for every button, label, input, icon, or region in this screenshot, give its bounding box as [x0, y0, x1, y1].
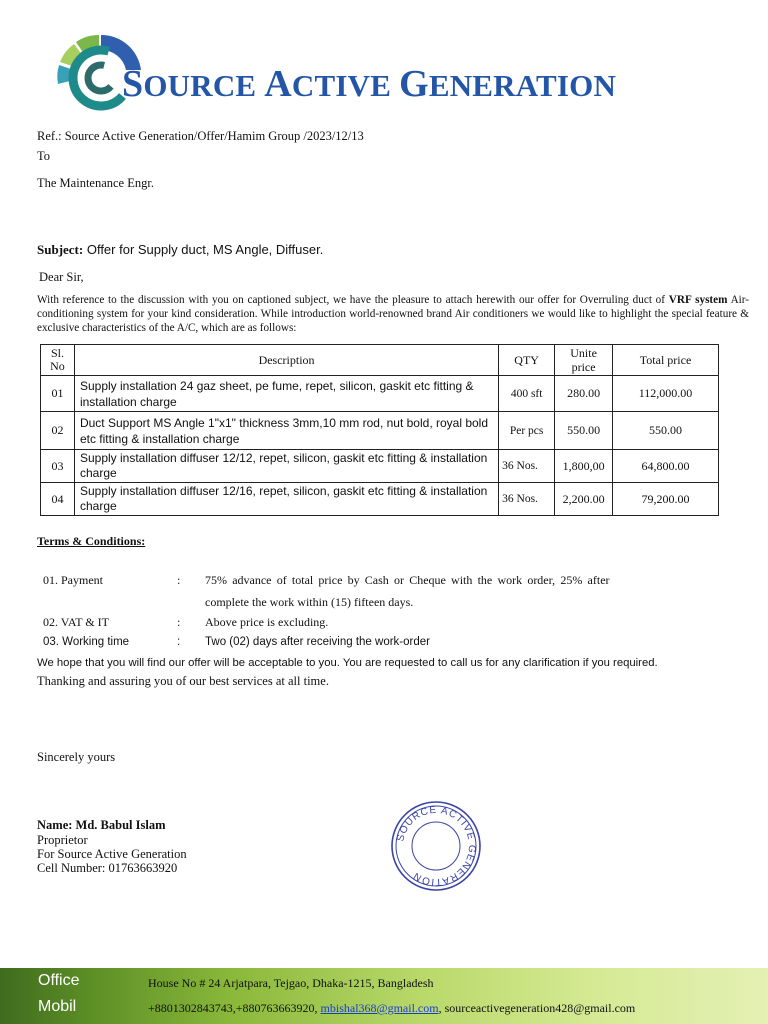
row-sl: 04 — [41, 483, 75, 516]
sincerely-line: Sincerely yours — [37, 750, 116, 764]
recipient-line: The Maintenance Engr. — [37, 176, 154, 190]
row-sl: 01 — [41, 376, 75, 412]
header-unit-price: Unite price — [555, 345, 613, 376]
company-stamp — [390, 800, 482, 892]
table-row — [41, 412, 719, 450]
row-sl: 02 — [41, 412, 75, 450]
header-total-price: Total price — [613, 345, 719, 376]
term-colon: : — [177, 573, 181, 587]
reference-line: Ref.: Source Active Generation/Offer/Hamim Group /2023/12/13 — [37, 129, 364, 143]
row-description: Supply installation 24 gaz sheet, pe fume, repet, silicon, gaskit etc fitting & installation charge — [74, 376, 498, 412]
row-total: 64,800.00 — [613, 450, 719, 483]
header-description: Description — [74, 345, 498, 376]
term-label: 02. VAT & IT — [43, 615, 110, 629]
term-value: 75% advance of total price by Cash or Cheque with the work order, 25% after — [205, 573, 610, 587]
hope-line: We hope that you will find our offer will be acceptable to you. You are requested to call us for any clarification if you required. — [37, 657, 658, 669]
row-description: Supply installation diffuser 12/16, repet, silicon, gaskit etc fitting & installation charge — [74, 483, 498, 516]
row-total: 79,200.00 — [613, 483, 719, 516]
row-qty: Per pcs — [499, 412, 555, 450]
footer-office-label: Office — [38, 972, 80, 989]
row-unit-price: 550.00 — [555, 412, 613, 450]
term-label: 03. Working time — [43, 636, 130, 648]
row-sl: 03 — [41, 450, 75, 483]
signatory-cell: Cell Number: 01763663920 — [37, 861, 178, 875]
signatory-company: For Source Active Generation — [37, 847, 187, 861]
row-unit-price: 2,200.00 — [555, 483, 613, 516]
signatory-name: Name: Md. Babul Islam — [37, 818, 166, 832]
footer-email-link[interactable]: mbishal368@gmail.com — [320, 1001, 439, 1015]
footer-email-2[interactable]: sourceactivegeneration428@gmail.com — [444, 1001, 636, 1015]
row-qty: 400 sft — [499, 376, 555, 412]
row-total: 550.00 — [613, 412, 719, 450]
to-line: To — [37, 149, 51, 163]
term-value: Above price is excluding. — [205, 615, 329, 629]
terms-title: Terms & Conditions: — [37, 534, 146, 548]
footer-mobil-label: Mobil — [38, 998, 77, 1015]
table-header-row — [41, 345, 719, 376]
offer-table — [40, 344, 719, 516]
thanks-line: Thanking and assuring you of our best services at all time. — [37, 674, 329, 688]
footer-bar — [0, 968, 768, 1024]
header-qty: QTY — [499, 345, 555, 376]
row-total: 112,000.00 — [613, 376, 719, 412]
table-row — [41, 450, 719, 483]
row-qty: 36 Nos. — [499, 483, 555, 516]
term-value: Two (02) days after receiving the work-order — [205, 636, 430, 648]
term-label: 01. Payment — [43, 573, 103, 587]
row-unit-price: 280.00 — [555, 376, 613, 412]
row-qty: 36 Nos. — [499, 450, 555, 483]
svg-text:SOURCE ACTIVE GENERATION: SOURCE ACTIVE GENERATION — [395, 804, 478, 888]
term-colon: : — [177, 615, 181, 629]
row-description: Duct Support MS Angle 1"x1" thickness 3mm,10 mm rod, nut bold, royal bold etc fitting & installation charge — [74, 412, 498, 450]
signatory-title: Proprietor — [37, 833, 88, 847]
row-description: Supply installation diffuser 12/12, repet, silicon, gaskit etc fitting & installation charge — [74, 450, 498, 483]
intro-paragraph: With reference to the discussion with you on captioned subject, we have the pleasure to attach herewith our offer for Overruling duct of VRF system Air-conditioning system for your kind consideration. While introduction world-renowned brand Air conditioners we would like to highlight the special feature & exclusive characteristics of the A/C, which are as follows: — [37, 294, 750, 334]
footer-contacts: +8801302843743,+880763663920, mbishal368@gmail.com, sourceactivegeneration428@gmail.com — [148, 1001, 636, 1015]
row-unit-price: 1,800,00 — [555, 450, 613, 483]
brand-name: SOURCE ACTIVE GENERATION — [122, 63, 617, 105]
table-row — [41, 376, 719, 412]
subject-text: Offer for Supply duct, MS Angle, Diffuser. — [83, 242, 324, 257]
subject-line — [37, 242, 323, 258]
header-sl: Sl. No — [41, 345, 75, 376]
salutation: Dear Sir, — [39, 270, 84, 284]
footer-address: House No # 24 Arjatpara, Tejgao, Dhaka-1215, Bangladesh — [148, 976, 434, 990]
table-row — [41, 483, 719, 516]
term-value-line2: complete the work within (15) fifteen days. — [205, 595, 414, 609]
subject-label: Subject: — [37, 242, 84, 257]
term-colon: : — [177, 636, 181, 648]
footer-phones: +8801302843743,+880763663920, — [148, 1001, 321, 1015]
